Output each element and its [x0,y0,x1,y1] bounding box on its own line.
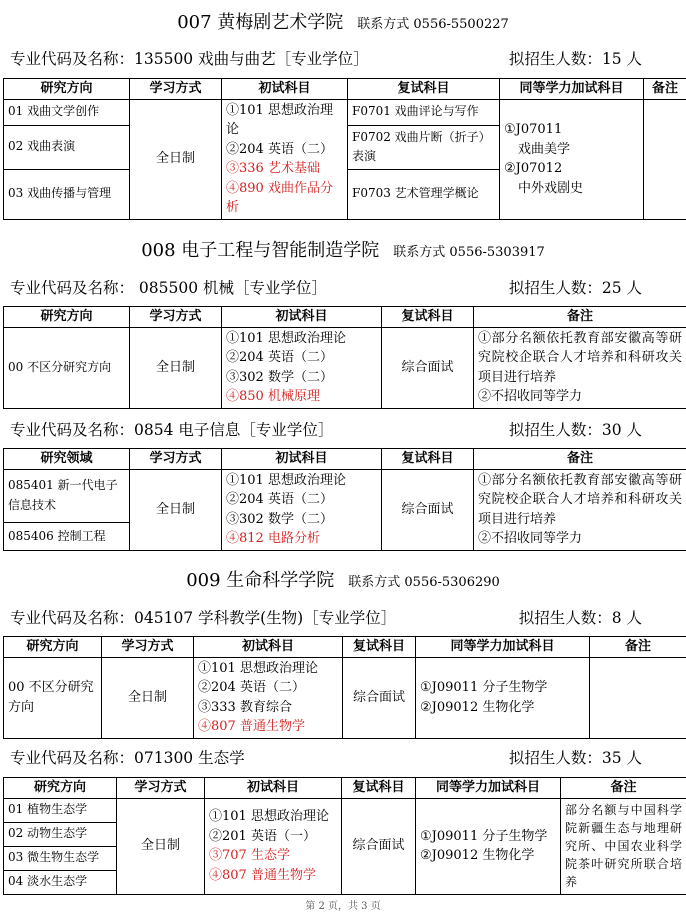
col-header: 复试科目 [382,307,474,328]
retest-cell: 综合面试 [382,327,474,408]
direction-cell: 02 戏曲表演 [4,125,130,169]
note-cell [474,327,686,408]
major-header-071300 [10,746,670,768]
col-header: 初试科目 [222,79,348,100]
col-header: 复试科目 [343,637,416,658]
exam-subjects-cell [222,327,382,408]
col-header: 备注 [561,778,686,799]
major-header-135500 [10,47,670,69]
retest-cell: 综合面试 [343,657,416,738]
enrollment-quota: 拟招生人数：30 人 [509,418,642,440]
major-code-name: 专业代码及名称： 085500 机械［专业学位］ [10,279,327,297]
major-header-085500 [10,276,670,298]
major-header-045107 [10,606,670,628]
direction-cell: 01 戏曲文学创作 [4,99,130,125]
col-header: 初试科目 [222,307,382,328]
col-header: 研究方向 [4,307,130,328]
col-header: 复试科目 [342,778,416,799]
note-cell [474,469,686,550]
major-code-name: 专业代码及名称：0854 电子信息［专业学位］ [10,421,333,439]
exam-subjects-cell [194,657,343,738]
exam-subjects-cell [205,798,342,894]
table-085500 [3,306,686,409]
study-mode-cell: 全日制 [130,327,222,408]
col-header: 初试科目 [194,637,343,658]
exam-subject-highlight: ④890 戏曲作品分析 [226,179,343,218]
exam-subjects-cell [222,99,348,219]
col-header: 复试科目 [348,79,500,100]
col-header: 研究方向 [4,778,117,799]
exam-subject: ②204 英语（二） [226,140,343,160]
extra-subject: ①J09011 分子生物学 [420,678,585,698]
col-header: 学习方式 [130,307,222,328]
exam-subject-highlight: ③336 艺术基础 [226,159,343,179]
study-mode-cell: 全日制 [102,657,194,738]
exam-subject: ①101 思想政治理论 [209,807,337,827]
exam-subject-highlight: ④812 电路分析 [226,529,377,549]
direction-cell: 00 不区分研究方向 [4,657,102,738]
enrollment-quota: 拟招生人数：35 人 [509,746,642,768]
col-header: 学习方式 [130,449,222,470]
col-header: 研究方向 [4,637,102,658]
table-045107 [3,636,686,739]
direction-cell: 00 不区分研究方向 [4,327,130,408]
extra-subject: ①J09011 分子生物学 [420,827,556,847]
exam-subject-highlight: ④807 普通生物学 [209,866,337,886]
retest-cell: 综合面试 [382,469,474,550]
col-header: 初试科目 [222,449,382,470]
retest-cell: 综合面试 [342,798,416,894]
note-line: ①部分名额依托教育部安徽高等研究院校企联合人才培养和科研攻关项目进行培养 [478,329,682,388]
exam-subject: ②204 英语（二） [226,490,377,510]
major-code-name: 专业代码及名称：071300 生态学 [10,749,245,767]
college-contact: 联系方式 0556-5306290 [348,575,500,590]
note-line: ②不招收同等学力 [478,387,682,407]
direction-cell: 01 植物生态学 [4,798,117,822]
study-mode-cell: 全日制 [130,99,222,219]
exam-subject: ②204 英语（二） [198,678,338,698]
direction-cell: 03 戏曲传播与管理 [4,169,130,219]
col-header: 备注 [590,637,686,658]
major-code-name: 专业代码及名称：045107 学科教学(生物)［专业学位］ [10,609,396,627]
exam-subject: ③302 数学（二） [226,510,377,530]
major-code-name: 专业代码及名称：135500 戏曲与曲艺［专业学位］ [10,50,369,68]
exam-subject: ②204 英语（二） [226,348,377,368]
extra-subject-code: ①J07011 [504,120,639,140]
table-071300 [3,777,686,895]
exam-subject: ①101 思想政治理论 [226,329,377,349]
col-header: 学习方式 [102,637,194,658]
enrollment-quota: 拟招生人数：25 人 [509,276,642,298]
exam-subject: ③302 数学（二） [226,368,377,388]
college-contact: 联系方式 0556-5303917 [393,245,545,260]
col-header: 初试科目 [205,778,342,799]
retest-cell: F0703 艺术管理学概论 [348,169,500,219]
table-0854 [3,448,686,551]
note-cell [590,657,686,738]
exam-subject: ③333 教育综合 [198,698,338,718]
extra-subject-name: 中外戏剧史 [504,179,639,199]
extra-subject: ②J09012 生物化学 [420,698,585,718]
direction-cell: 02 动物生态学 [4,822,117,846]
col-header: 备注 [474,449,686,470]
col-header: 同等学力加试科目 [500,79,644,100]
extra-subject-name: 戏曲美学 [504,140,639,160]
extra-subject-code: ②J07012 [504,159,639,179]
retest-cell: F0702 戏曲片断（折子）表演 [348,125,500,169]
enrollment-quota: 拟招生人数：8 人 [519,606,642,628]
college-contact: 联系方式 0556-5500227 [357,17,509,32]
college-title-008 [0,236,686,262]
col-header: 学习方式 [117,778,205,799]
col-header: 研究领域 [4,449,130,470]
college-name: 008 电子工程与智能制造学院 [141,240,379,261]
extra-subjects-cell [500,99,644,219]
exam-subject-highlight: ④850 机械原理 [226,387,377,407]
college-title-007 [0,8,686,34]
exam-subject-highlight: ③707 生态学 [209,846,337,866]
direction-cell: 03 微生物生态学 [4,846,117,870]
col-header: 备注 [474,307,686,328]
direction-cell: 085401 新一代电子信息技术 [4,469,130,523]
direction-cell: 04 淡水生态学 [4,870,117,894]
exam-subjects-cell [222,469,382,550]
note-cell [644,99,686,219]
col-header: 复试科目 [382,449,474,470]
table-135500 [3,78,686,220]
exam-subject-highlight: ④807 普通生物学 [198,717,338,737]
note-line: ①部分名额依托教育部安徽高等研究院校企联合人才培养和科研攻关项目进行培养 [478,471,682,530]
exam-subject: ①101 思想政治理论 [198,659,338,679]
retest-cell: F0701 戏曲评论与写作 [348,99,500,125]
extra-subject: ②J09012 生物化学 [420,846,556,866]
exam-subject: ①101 思想政治理论 [226,471,377,491]
page-footer: 第 2 页，共 3 页 [0,897,686,912]
exam-subject: ①101 思想政治理论 [226,101,343,140]
note-line: ②不招收同等学力 [478,529,682,549]
college-title-009 [0,566,686,592]
direction-cell: 085406 控制工程 [4,523,130,550]
major-header-0854 [10,418,670,440]
extra-subjects-cell [416,798,561,894]
study-mode-cell: 全日制 [117,798,205,894]
extra-subjects-cell [416,657,590,738]
college-name: 009 生命科学学院 [186,570,334,591]
note-cell: 部分名额与中国科学院新疆生态与地理研究所、中国农业科学院茶叶研究所联合培养 [561,798,686,894]
enrollment-quota: 拟招生人数：15 人 [509,47,642,69]
study-mode-cell: 全日制 [130,469,222,550]
col-header: 研究方向 [4,79,130,100]
col-header: 备注 [644,79,686,100]
col-header: 学习方式 [130,79,222,100]
col-header: 同等学力加试科目 [416,778,561,799]
college-name: 007 黄梅剧艺术学院 [177,12,343,33]
col-header: 同等学力加试科目 [416,637,590,658]
exam-subject: ②201 英语（一） [209,827,337,847]
